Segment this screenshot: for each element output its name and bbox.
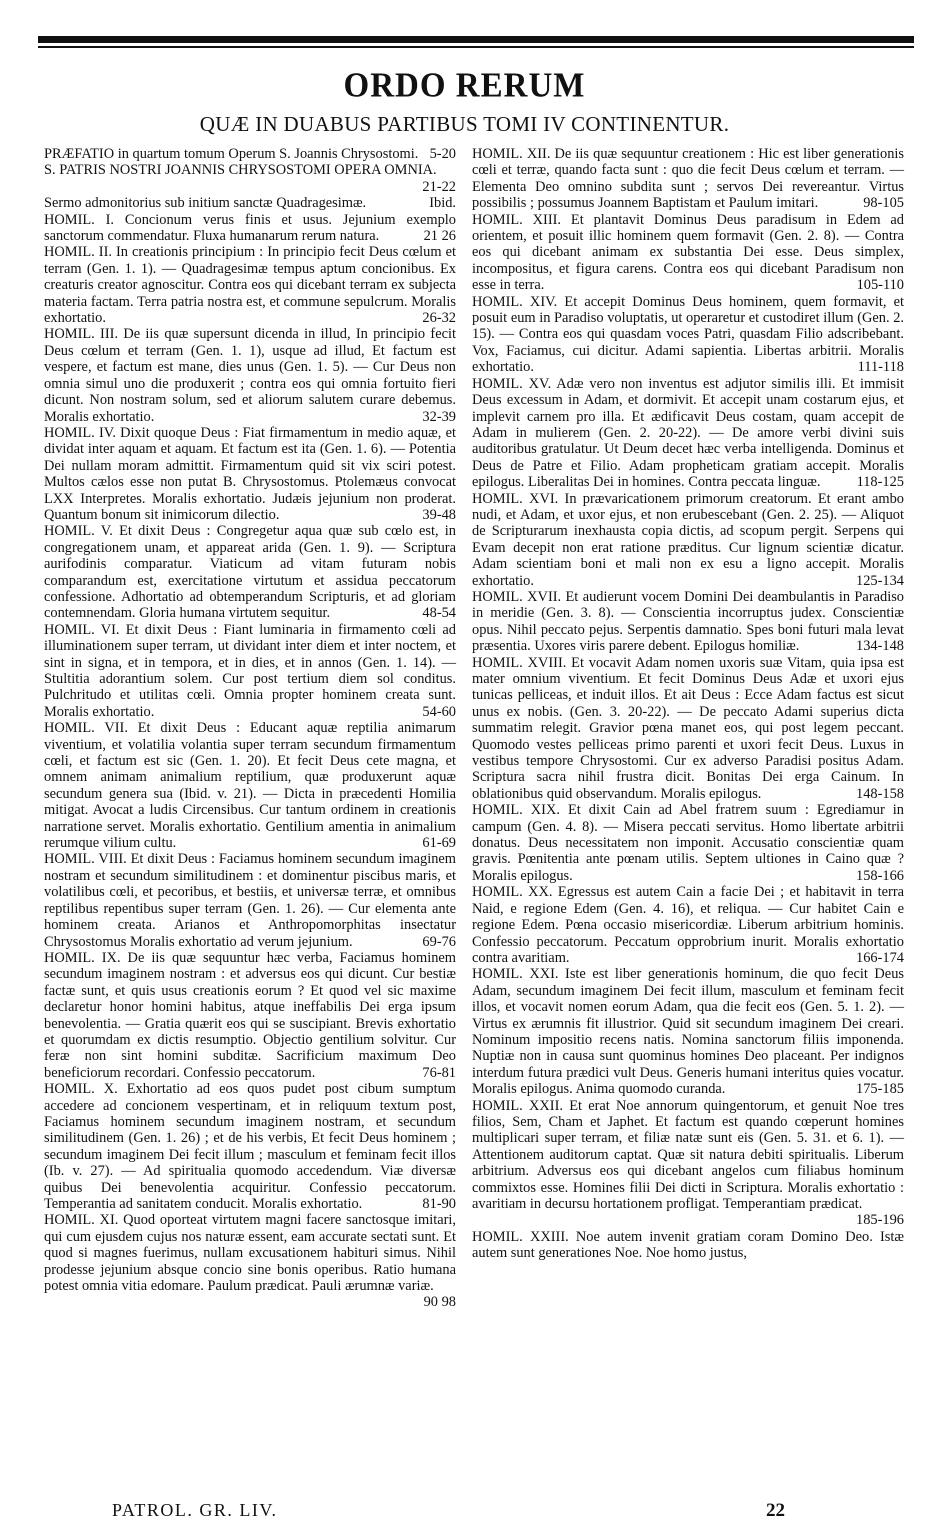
entry-text: HOMIL. I. Concionum verus finis et usus. Jejunium exemplo sanctorum commendatur. Fluxa humanarum rerum natura. [44, 211, 456, 245]
entry-text: HOMIL. XXII. Et erat Noe annorum quingentorum, et genuit Noe tres filios, Sem, Cham et Japhet. Et factum est quando cœperunt homines multiplicari super terram, et filiæ natæ sunt eis (Gen. 5. 31. et 6. 1). — Attentionem auditorum captat. Quæ sit natura debiti spiritualis. Liberum arbitrium. Adversus eos qui dicebant angelos cum filiabus hominum commixtos esse. Homines filii Dei dicti in Scriptura. Moralis exhortatio : avaritiam in decursu hortationem profligat. Temperantiam prædicat. [472, 1097, 904, 1212]
toc-entry [472, 802, 904, 884]
page-range: 48-54 [422, 605, 456, 622]
entry-text: HOMIL. XIX. Et dixit Cain ad Abel fratrem suum : Egrediamur in campum (Gen. 4. 8). — Misera peccati servitus. Homo libertate arbitrii donatus. Deus necessitatem non imponit. Accusatio conscientiæ quam gravis. Pœnitentia ante pœnam utilis. Septem ultiones in Caino quæ ? Moralis epilogus. [472, 802, 904, 884]
toc-entry [44, 162, 456, 195]
entry-text: HOMIL. XXIII. Noe autem invenit gratiam coram Domino Deo. Istæ autem sunt generationes Noe. Noe homo justus, [472, 1228, 904, 1262]
page-range: 125-134 [856, 572, 904, 589]
entry-text: HOMIL. XI. Quod oporteat virtutem magni facere sanctosque imitari, qui cum ejusdem cujus nos naturæ essent, eam accurate sectati sunt. Et quod si magnes fuerimus, nullam excusationem habituri simus. Nihil prodesse jejunium absque concio sine bonis operibus. Ratio humana potest omnia vitia edomare. Paulum prædicat. Pauli ærumnæ variæ. [44, 1212, 456, 1295]
toc-entry [44, 851, 456, 949]
page-range: Ibid. [429, 195, 456, 212]
entry-text: HOMIL. XII. De iis quæ sequuntur creationem : Hic est liber generationis cœli et terræ, quando facta sunt : quo die fecit Deus cœlum et terram. — Elementa Deo omnino subdita sunt ; servos Dei revereantur. Virtus possibilis ; possumus Joannem Baptistam et Paulum imitari. [472, 146, 904, 212]
toc-entry [472, 1229, 904, 1262]
entry-text: HOMIL. VII. Et dixit Deus : Educant aquæ reptilia animarum viventium, et volatilia volantia super terram secundum firmamentum cœli, et factum est sic (Gen. 1. 20). Et fecit Deus cete magna, et omnem animam animalium reptilium, quæ produxerunt aquæ secundum genera sua (Ibid. v. 21). — Dicta in præcedenti Homilia mitigat. Avocat a ludis Circensibus. Cur tantum ordinem in creationis narratione servet. Moralis exhortatio. Gentilium amentia in animalium rerumque vilium cultu. [44, 720, 456, 852]
top-rule [38, 36, 914, 43]
right-column [472, 146, 904, 1262]
page-range: 118-125 [856, 474, 904, 491]
entry-text: HOMIL. XVII. Et audierunt vocem Domini Dei deambulantis in Paradiso in meridie (Gen. 3. 8). — Conscientia incorruptus judex. Conscientiæ opus. Nihil peccato pejus. Serpentis damnatio. Spes boni futuri mala levat præsentia. Uxores viris parere debent. Epilogus homiliæ. [472, 588, 904, 655]
page-range: 98-105 [863, 195, 904, 212]
entry-text: HOMIL. XVIII. Et vocavit Adam nomen uxoris suæ Vitam, quia ipsa est mater omnium viventium. Et fecit Dominus Deus Adæ et uxori ejus tunicas pelliceas, et induit illos. Et ait Deus : Ecce Adam factus est sicut unus ex nobis. (Gen. 3. 20-22). — De peccato Adami superius dicta summatim relegit. Gravior pœna manet eos, qui post legem peccant. Quomodo vestes pelliceas primo parenti et uxori fecit Deus. Luxus in vestibus tempore Chrysostomi. Cur ex adverso Paradisi positus Adam. Scriptura sacra nihil frustra dicit. Bonitas Dei erga Cainum. In oblationibus quid observandum. Moralis epilogus. [472, 654, 904, 802]
toc-entry [44, 622, 456, 720]
toc-entry [44, 1081, 456, 1212]
entry-text: HOMIL. V. Et dixit Deus : Congregetur aqua quæ sub cœlo est, in congregationem unam, et appareat arida (Gen. 1. 9). — Scriptura aurifodinis comparatur. Viaticum ad vitam futuram nobis comparandum est, exercitatione virtutum et assidua peccatorum confessione. Adhortatio ad obtemperandum Scripturis, et ad gloriam contemnendam. Gloria humana virtutem sequitur. [44, 523, 456, 622]
entry-text: HOMIL. XIV. Et accepit Dominus Deus hominem, quem formavit, et posuit eum in Paradiso voluptatis, ut operaretur et custodiret illum (Gen. 2. 15). — Contra eos qui quasdam voces Patri, quasdam Filio adscribebant. Vox, Faciamus, cui dicitur. Adami sapientia. Libertas arbitrii. Moralis exhortatio. [472, 293, 904, 376]
toc-entry [44, 326, 456, 424]
entry-text: HOMIL. XVI. In prævaricationem primorum creatorum. Et erant ambo nudi, et Adam, et uxor ejus, et non erubescebant (Gen. 2. 25). — Aliquot de Scripturarum inexhausta copia dictis, ad scopum pergit. Serpens qui Evam decepit non erat ratione præditus. Cur lignum scientiæ dicatur. Adam scientiam boni et mali non ex esu a ligno accepit. Moralis exhortatio. [472, 490, 904, 589]
toc-entry [44, 720, 456, 851]
page-subtitle: QUÆ IN DUABUS PARTIBUS TOMI IV CONTINENTUR. [199, 112, 730, 136]
page-range: 148-158 [856, 785, 904, 802]
page-range: 134-148 [856, 638, 904, 655]
toc-entry [44, 425, 456, 523]
toc-entry [472, 884, 904, 966]
page-range: 21-22 [422, 178, 456, 195]
toc-entry [44, 1212, 456, 1310]
entry-text: HOMIL. III. De iis quæ supersunt dicenda in illud, In principio fecit Deus cœlum et terram (Gen. 1. 1), usque ad illud, Et factum est vespere, et factum est mane, dies unus (Gen. 1. 5). — Cur Deus non omnia simul uno die produxerit ; contra eos qui omnia fortuito fieri dicunt. Non nostram solum, sed et aliorum salutem curare debemus. Moralis exhortatio. [44, 326, 456, 425]
entry-text: HOMIL. XV. Adæ vero non inventus est adjutor similis illi. Et immisit Deus excessum in Adam, et dormivit. Et accepit unam costarum ejus, et implevit carnem pro illa. Et ædificavit Deus costam, quam accepit de Adam in mulierem (Gen. 2. 20-22). — De amore verbi divini suis auditoribus gratulatur. Ut Deum decet hæc verba intelligenda. Dominus et Deus de Patre et Filio. Adam propheticam gratiam accepit. Moralis epilogus. Liberalitas Dei in homines. Contra peccata linguæ. [472, 375, 904, 491]
page-range: 105-110 [856, 277, 904, 294]
toc-entry [472, 1098, 904, 1229]
page-range: 185-196 [856, 1212, 904, 1229]
entry-text: HOMIL. X. Exhortatio ad eos quos pudet post cibum sumptum accedere ad concionem vespertinam, et in reliquum textum post, Faciamus hominem secundum imaginem nostram, et secundum similitudinem (Gen. 1. 26) ; et de his verbis, Et fecit Deus hominem ; secundum imaginem Dei fecit illum ; masculum et feminam fecit illos (Ib. v. 27). — Ad spiritualia quomodo accedendum. Viæ diversæ quibus Dei benevolentia acquiritur. Confessio peccatorum. Temperantia ad sanitatem conducit. Moralis exhortatio. [44, 1081, 456, 1212]
page-range: 54-60 [422, 703, 456, 720]
page-range: 39-48 [422, 506, 456, 523]
page-range: 111-118 [857, 359, 904, 376]
entry-text: HOMIL. VI. Et dixit Deus : Fiant luminaria in firmamento cœli ad illuminationem super terram, ut dividant inter diem et inter noctem, et sint in signa, et in tempora, et in dies, et in annos (Gen. 1. 14). — Stultitia adorantium solem. Cur post tertium diem sol conditus. Pulchritudo et utilitas cœli. Omnia propter hominem creata sunt. Moralis exhortatio. [44, 621, 456, 720]
page-range: 90 98 [423, 1294, 456, 1311]
entry-text: HOMIL. XXI. Iste est liber generationis hominum, die quo fecit Deus Adam, secundum imaginem Dei fecit illum, masculum et feminam fecit illos, et vocavit nomen eorum Adam, qua die fecit eos (Gen. 5. 1. 2). — Virtus ex ærumnis fit illustrior. Quid sit secundum imaginem Dei creari. Nominum impositio recens natis. Nomina sanctorum filiis imponenda. Nuptiæ non in causa sunt quominus homines Deo placeant. Per indignos interdum futura prædici vult Deus. Generis humani interitus quies vocatur. Moralis epilogus. Anima quomodo curanda. [472, 966, 904, 1098]
page-range: 69-76 [422, 933, 456, 950]
entry-text: PRÆFATIO in quartum tomum Operum S. Joannis Chrysostomi. [44, 146, 419, 162]
entry-text: HOMIL. XX. Egressus est autem Cain a facie Dei ; et habitavit in terra Naid, e regione Edem (Gen. 4. 16), et reliqua. — Cur habitet Cain e regione Edem. Pœna occasio misericordiæ. Liberum arbitrium hominis. Confessio peccatorum. Peccatum opprobrium inurit. Moralis exhortatio contra avaritiam. [472, 884, 904, 966]
page-range: 81-90 [422, 1196, 456, 1212]
toc-entry [472, 655, 904, 803]
toc-entry [472, 146, 904, 212]
entry-text: HOMIL. IX. De iis quæ sequuntur hæc verba, Faciamus hominem secundum imaginem nostram : et adversus eos qui dicunt. Cur bestiæ factæ sunt, et quis usus creationis eorum ? Et quod vel sic maxime declaretur honor homini habitus, atque ineffabilis Dei erga ipsum benevolentia. — Gratia quærit eos qui se suscipiant. Brevis exhortatio et quorumdam ex dictis resumptio. Objectio gentilium solvitur. Cur feræ non sint homini subditæ. Sacrificium maximum Deo beneficiorum recordari. Confessio peccatorum. [44, 949, 456, 1081]
page-range: 32-39 [422, 408, 456, 425]
toc-entry [44, 195, 456, 211]
entry-text: S. PATRIS NOSTRI JOANNIS CHRYSOSTOMI OPERA OMNIA. [44, 162, 437, 179]
toc-entry [44, 244, 456, 326]
page-range: 158-166 [856, 867, 904, 884]
footer-collection: PATROL. GR. LIV. [112, 1500, 278, 1520]
toc-entry [44, 146, 456, 162]
page-range: 175-185 [856, 1081, 904, 1098]
toc-entry [472, 966, 904, 1097]
toc-entry [472, 294, 904, 376]
page-range: 21 26 [423, 228, 456, 245]
toc-entry [472, 491, 904, 589]
toc-entry [44, 212, 456, 245]
toc-entry [472, 589, 904, 655]
footer-page-number: 22 [766, 1500, 785, 1521]
toc-entry [472, 212, 904, 294]
page-range: 5-20 [429, 146, 456, 162]
toc-entry [44, 523, 456, 621]
page-title: ORDO RERUM [343, 67, 586, 105]
entry-text: HOMIL. IV. Dixit quoque Deus : Fiat firmamentum in medio aquæ, et dividat inter aquam et aquam. Et factum est ita (Gen. 1. 6). — Potentia Dei nullam moram admittit. Firmamentum quid sit vix sciri potest. Multos cælos esse non putat B. Chrysostomus. Ptolemæus convocat LXX Interpretes. Moralis exhortatio. Judæis jejunium non proderat. Quantum bonum sit inimicorum dilectio. [44, 424, 456, 523]
left-column [44, 146, 456, 1311]
entry-text: Sermo admonitorius sub initium sanctæ Quadragesimæ. [44, 195, 367, 212]
top-rule-thin [38, 46, 914, 48]
toc-entry [472, 376, 904, 491]
page-range: 166-174 [856, 949, 904, 966]
page-range: 61-69 [422, 835, 456, 852]
toc-entry [44, 950, 456, 1081]
page-range: 76-81 [422, 1064, 456, 1081]
page-range: 26-32 [422, 310, 456, 327]
entry-text: HOMIL. XIII. Et plantavit Dominus Deus paradisum in Edem ad orientem, et posuit illic hominem quem formavit (Gen. 2. 8). — Contra eos qui dicebant animam ex substantia Dei esse. Deus simplex, incompositus, et figura carens. Contra eos qui dicebant Paradisum non esse in terra. [472, 211, 904, 294]
entry-text: HOMIL. VIII. Et dixit Deus : Faciamus hominem secundum imaginem nostram et secundum similitudinem : et dominentur piscibus maris, et volatilibus cœli, et pecoribus, et bestiis, et universæ terræ, et omnibus reptilibus repentibus super terram (Gen. 1. 26). — Cur elementa ante hominem creata. Arianos et Anthropomorphitas insectatur Chrysostomus Moralis exhortatio ad verum jejunium. [44, 851, 456, 950]
entry-text: HOMIL. II. In creationis principium : In principio fecit Deus cœlum et terram (Gen. 1. 1). — Quadragesimæ tempus aptum concionibus. Ex creaturis creator agnoscitur. Contra eos qui dicebant terram ex subjecta materia factam. Terra patria nostra est, et commune sepulcrum. Moralis exhortatio. [44, 244, 456, 327]
